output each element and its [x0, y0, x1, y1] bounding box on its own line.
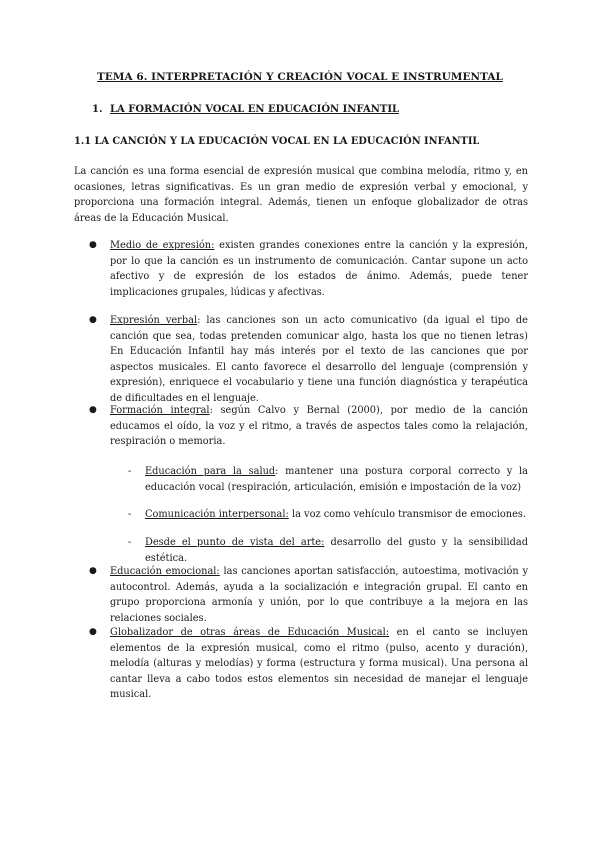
section-heading-1 [92, 104, 399, 115]
bullet-icon: ● [89, 405, 97, 415]
section-number: 1. [92, 104, 103, 115]
subitem-text: : mantener una postura corporal correcto y la educación vocal (respiración, articulación, emisión e impostación de la voz) [145, 466, 528, 493]
bullet-expresion-verbal [89, 313, 528, 407]
subitem-term: Desde el punto de vista del arte: [145, 537, 325, 548]
subitem-text: la voz como vehículo transmisor de emociones. [288, 509, 527, 520]
bullet-term: Educación emocional: [110, 566, 220, 577]
bullet-educacion-emocional [89, 564, 529, 626]
bullet-text: : según Calvo y Bernal (2000), por medio de la canción educamos el oído, la voz y el ritmo, a través de aspectos tales como la relajación, respiración o memoria. [110, 405, 528, 448]
bullet-text: : las canciones son un acto comunicativo (da igual el tipo de canción que sea, todas pretenden comunicar algo, hasta los que no tienen letras) En Educación Infantil hay más interés por el texto de las canciones que por aspectos musicales. El canto favorece el desarrollo del lenguaje (comprensión y expresión), enriquece el vocabulario y tiene una función diagnóstica y terapéutica de dificultades en el lenguaje. [110, 315, 528, 404]
bullet-globalizador [89, 625, 528, 703]
subitem-text: desarrollo del gusto y la sensibilidad estética. [145, 537, 528, 564]
dash-icon: - [128, 466, 132, 477]
bullet-formacion-integral [89, 403, 528, 450]
bullet-text: las canciones aportan satisfacción, autoestima, motivación y autocontrol. Además, ayuda a la socialización e integración grupal. El canto en grupo proporciona armonía y unión, por lo que contribuye a la mejora en las relaciones sociales. [110, 566, 529, 624]
section-title: LA FORMACIÓN VOCAL EN EDUCACIÓN INFANTIL [110, 104, 400, 115]
bullet-icon: ● [89, 566, 97, 576]
bullet-term: Globalizador de otras áreas de Educación Musical: [110, 627, 390, 638]
bullet-text: en el canto se incluyen elementos de la expresión musical, como el ritmo (pulso, acento y duración), melodía (alturas y melodías) y forma (estructura y forma musical). Una persona al cantar lleva a cabo todos estos elementos sin necesidad de manejar el lenguaje musical. [110, 627, 528, 701]
bullet-text: existen grandes conexiones entre la canción y la expresión, por lo que la canción es un instrumento de comunicación. Cantar supone un acto afectivo y de expresión de los estados de ánimo. Además, puede tener implicaciones grupales, lúdicas y afectivas. [110, 240, 528, 298]
bullet-icon: ● [89, 315, 97, 325]
subitem-educacion-salud [128, 464, 528, 495]
page-title: TEMA 6. INTERPRETACIÓN Y CREACIÓN VOCAL E INSTRUMENTAL [97, 71, 503, 83]
subitem-arte [128, 535, 528, 566]
intro-paragraph: La canción es una forma esencial de expresión musical que combina melodía, ritmo y, en ocasiones, letras significativas. Es un gran medio de expresión verbal y emocional, y proporciona una formación integral. Además, tienen un enfoque globalizador de otras áreas de la Educación Musical. [74, 166, 528, 224]
bullet-icon: ● [89, 627, 97, 637]
dash-icon: - [128, 537, 132, 548]
subitem-comunicacion [128, 507, 528, 523]
bullet-term: Formación integral [110, 405, 210, 416]
subsection-heading: 1.1 LA CANCIÓN Y LA EDUCACIÓN VOCAL EN LA EDUCACIÓN INFANTIL [74, 136, 480, 147]
bullet-medio-expresion [89, 238, 528, 300]
bullet-icon: ● [89, 240, 97, 250]
subitem-term: Educación para la salud [145, 466, 276, 477]
bullet-term: Medio de expresión: [110, 240, 215, 251]
bullet-term: Expresión verbal [110, 315, 198, 326]
dash-icon: - [128, 509, 132, 520]
subitem-term: Comunicación interpersonal: [145, 509, 289, 520]
